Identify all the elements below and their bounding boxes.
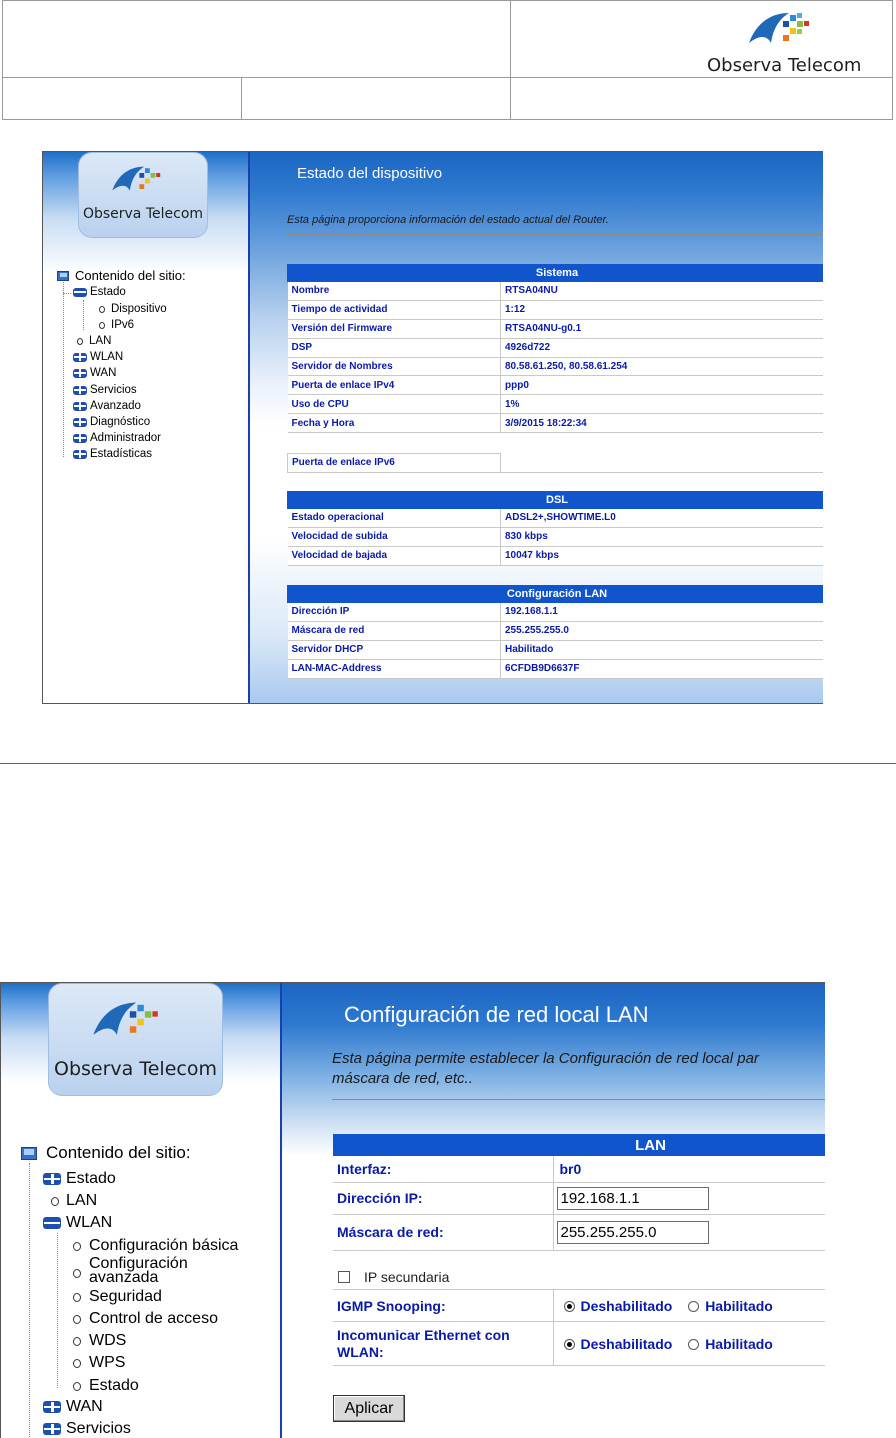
logo-text: Observa Telecom bbox=[82, 206, 204, 222]
isolate-label bbox=[333, 1322, 553, 1366]
row-value: RTSA04NU-g0.1 bbox=[501, 319, 824, 338]
tree-item-label: Administrador bbox=[90, 432, 161, 444]
expand-icon bbox=[43, 1401, 61, 1413]
row-value: 3/9/2015 18:22:34 bbox=[501, 414, 824, 433]
page-icon bbox=[73, 1382, 81, 1391]
page-title: Configuración de red local LAN bbox=[344, 1002, 649, 1027]
table-row bbox=[288, 357, 824, 376]
logo-text: Observa Telecom bbox=[54, 1058, 217, 1080]
tree-item-label: WPS bbox=[89, 1354, 126, 1371]
tree-item-wds[interactable] bbox=[59, 1332, 126, 1350]
row-value: 80.58.61.250, 80.58.61.254 bbox=[501, 357, 824, 376]
interfaz-value: br0 bbox=[553, 1156, 825, 1182]
tree-item-wan[interactable] bbox=[65, 367, 116, 379]
tree-item-wan[interactable] bbox=[31, 1398, 103, 1416]
table-header-text: LAN bbox=[635, 1136, 666, 1154]
table-row bbox=[288, 338, 824, 357]
main-content bbox=[282, 983, 825, 1438]
brand-name: Observa Telecom bbox=[707, 55, 862, 76]
interfaz-label: Interfaz: bbox=[333, 1156, 553, 1182]
tree-item-estado-wlan[interactable] bbox=[59, 1377, 139, 1395]
page-icon bbox=[99, 306, 105, 313]
apply-button[interactable]: Aplicar bbox=[333, 1395, 405, 1422]
sidebar-title bbox=[21, 1143, 191, 1163]
table-dsl bbox=[287, 491, 823, 566]
igmp-enabled-radio[interactable] bbox=[688, 1301, 699, 1312]
tree-guide bbox=[63, 282, 64, 457]
table-row bbox=[288, 376, 824, 395]
header-cell-bottom-3 bbox=[510, 77, 893, 120]
sidebar-title bbox=[57, 268, 186, 283]
page-icon bbox=[51, 1197, 59, 1206]
main-content bbox=[250, 152, 823, 703]
tree-item-lan[interactable] bbox=[31, 1192, 97, 1210]
table-row bbox=[288, 319, 824, 338]
expand-icon bbox=[73, 450, 87, 459]
table-row bbox=[288, 414, 824, 433]
page-title: Estado del dispositivo bbox=[297, 165, 443, 182]
isolate-enabled-radio[interactable] bbox=[688, 1339, 699, 1350]
tree-item-wlan[interactable] bbox=[65, 351, 123, 363]
row-value: 1% bbox=[501, 395, 824, 414]
secondary-ip-row bbox=[338, 1269, 449, 1285]
tree-item-dispositivo[interactable] bbox=[85, 303, 167, 315]
expand-icon bbox=[73, 386, 87, 395]
form-row-igmp bbox=[333, 1290, 825, 1322]
description-line: Esta página permite establecer la Configuración de red local par bbox=[332, 1050, 759, 1067]
tree-item-config-avanzada[interactable] bbox=[59, 1257, 188, 1285]
options-table bbox=[333, 1289, 825, 1366]
expand-icon bbox=[73, 369, 87, 378]
tree-item-label: LAN bbox=[66, 1192, 98, 1209]
page-icon bbox=[73, 1359, 81, 1368]
observa-logo-icon bbox=[745, 9, 825, 53]
tree-item-label: LAN bbox=[89, 335, 112, 347]
tree-item-label: Avanzado bbox=[90, 400, 141, 412]
tree-item-label: Seguridad bbox=[89, 1288, 162, 1305]
table-header: DSL bbox=[288, 492, 824, 509]
table-row bbox=[288, 509, 824, 528]
tree-item-label: Control de acceso bbox=[89, 1310, 218, 1327]
row-label: Puerta de enlace IPv6 bbox=[288, 454, 501, 473]
row-value: RTSA04NU bbox=[501, 282, 824, 301]
page-icon bbox=[73, 1337, 81, 1346]
secondary-ip-checkbox[interactable] bbox=[338, 1271, 350, 1283]
expand-icon bbox=[43, 1423, 61, 1435]
sidebar-logo[interactable] bbox=[78, 152, 208, 238]
isolate-label-line: WLAN: bbox=[337, 1343, 384, 1360]
isolate-disabled-radio[interactable] bbox=[564, 1339, 575, 1350]
tree-item-servicios[interactable] bbox=[31, 1420, 131, 1438]
row-label: Fecha y Hora bbox=[288, 414, 501, 433]
row-value: 10047 kbps bbox=[501, 546, 824, 565]
row-value: ppp0 bbox=[501, 376, 824, 395]
table-row bbox=[288, 603, 824, 622]
divider bbox=[286, 234, 823, 235]
igmp-label: IGMP Snooping: bbox=[333, 1290, 553, 1322]
tree-item-lan[interactable] bbox=[65, 335, 111, 347]
row-label: Velocidad de bajada bbox=[288, 546, 501, 565]
section-separator bbox=[0, 763, 896, 764]
page-description: Esta página proporciona información del estado actual del Router. bbox=[287, 214, 609, 226]
isolate-options bbox=[553, 1322, 825, 1366]
tree-item-seguridad[interactable] bbox=[59, 1288, 162, 1306]
form-row-ip bbox=[333, 1182, 825, 1214]
sidebar bbox=[1, 983, 281, 1438]
sidebar bbox=[43, 152, 249, 703]
row-value: 192.168.1.1 bbox=[501, 603, 824, 622]
table-ipv6-gateway bbox=[287, 453, 823, 473]
page-icon bbox=[73, 1242, 81, 1251]
header-cell-bottom-2 bbox=[241, 77, 511, 120]
expand-icon bbox=[73, 402, 87, 411]
form-row-interfaz bbox=[333, 1156, 825, 1182]
subnet-mask-input[interactable] bbox=[557, 1221, 709, 1244]
tree-item-label: WDS bbox=[89, 1332, 127, 1349]
table-row bbox=[288, 621, 824, 640]
table-row bbox=[288, 659, 824, 678]
table-row bbox=[288, 546, 824, 565]
row-label: Versión del Firmware bbox=[288, 319, 501, 338]
table-lan-config bbox=[287, 585, 823, 679]
row-value: 4926d722 bbox=[501, 338, 824, 357]
row-label: Dirección IP bbox=[288, 603, 501, 622]
tree-item-label: IPv6 bbox=[111, 319, 135, 331]
row-label: Uso de CPU bbox=[288, 395, 501, 414]
collapse-icon bbox=[43, 1217, 61, 1229]
ip-label: Dirección IP: bbox=[333, 1182, 553, 1214]
row-value: 1:12 bbox=[501, 300, 824, 319]
form-row-mask bbox=[333, 1214, 825, 1250]
tree-item-label: Diagnóstico bbox=[90, 416, 151, 428]
tree-item-label: Configuración bbox=[89, 1255, 188, 1272]
isolate-label-line: Incomunicar Ethernet con bbox=[337, 1326, 510, 1343]
igmp-disabled-label[interactable]: Deshabilitado bbox=[580, 1297, 673, 1314]
row-label: Nombre bbox=[288, 282, 501, 301]
observa-logo-icon bbox=[109, 163, 173, 199]
row-label: Tiempo de actividad bbox=[288, 300, 501, 319]
tree-item-ipv6[interactable] bbox=[85, 319, 134, 331]
table-header bbox=[333, 1134, 825, 1156]
mask-cell bbox=[553, 1214, 825, 1250]
isolate-enabled-label[interactable]: Habilitado bbox=[705, 1335, 773, 1352]
table-row bbox=[288, 282, 824, 301]
expand-icon bbox=[73, 418, 87, 427]
tree-guide bbox=[29, 1163, 30, 1438]
header-cell-top-left bbox=[2, 0, 511, 78]
tree-item-wps[interactable] bbox=[59, 1354, 125, 1372]
row-label: Velocidad de subida bbox=[288, 527, 501, 546]
table-row bbox=[288, 300, 824, 319]
observa-logo-icon bbox=[89, 998, 175, 1046]
table-row bbox=[288, 640, 824, 659]
row-value: 6CFDB9D6637F bbox=[501, 659, 824, 678]
tree-item-estado[interactable] bbox=[31, 1170, 116, 1188]
tree-item-label: avanzada bbox=[89, 1269, 159, 1286]
row-label: LAN-MAC-Address bbox=[288, 659, 501, 678]
row-label: Puerta de enlace IPv4 bbox=[288, 376, 501, 395]
row-value: 830 kbps bbox=[501, 527, 824, 546]
page-icon bbox=[73, 1293, 81, 1302]
lan-form-table bbox=[333, 1134, 825, 1251]
sidebar-title-text: Contenido del sitio: bbox=[46, 1143, 191, 1162]
row-label: Servidor DHCP bbox=[288, 640, 501, 659]
tree-item-label: WLAN bbox=[90, 351, 124, 363]
page-icon bbox=[77, 338, 83, 345]
header-cell-logo bbox=[510, 0, 893, 78]
tree-item-label: WAN bbox=[90, 367, 117, 379]
tree-item-label: Servicios bbox=[90, 384, 137, 396]
description-line: máscara de red, etc.. bbox=[332, 1070, 473, 1087]
row-label: Servidor de Nombres bbox=[288, 357, 501, 376]
expand-icon bbox=[43, 1173, 61, 1185]
row-label: Estado operacional bbox=[288, 509, 501, 528]
table-header: Sistema bbox=[288, 265, 824, 282]
igmp-enabled-label[interactable]: Habilitado bbox=[705, 1297, 773, 1314]
mask-label: Máscara de red: bbox=[333, 1214, 553, 1250]
row-label: DSP bbox=[288, 338, 501, 357]
expand-icon bbox=[73, 434, 87, 443]
brand-logo bbox=[707, 9, 896, 75]
table-row bbox=[288, 454, 824, 473]
document-header-table bbox=[2, 0, 893, 120]
row-label: Máscara de red bbox=[288, 621, 501, 640]
divider bbox=[332, 1099, 825, 1100]
tree-item-wlan[interactable] bbox=[31, 1214, 112, 1232]
table-row bbox=[288, 527, 824, 546]
ip-cell bbox=[553, 1182, 825, 1214]
sidebar-title-text: Contenido del sitio: bbox=[75, 268, 186, 283]
monitor-icon bbox=[21, 1147, 37, 1160]
tree-item-label: WAN bbox=[66, 1398, 103, 1415]
tree-guide bbox=[83, 300, 84, 330]
collapse-icon bbox=[73, 288, 87, 297]
tree-item-label: Estado bbox=[66, 1170, 116, 1187]
tree-item-servicios[interactable] bbox=[65, 384, 137, 396]
tree-item-administrador[interactable] bbox=[65, 432, 161, 444]
page-icon bbox=[73, 1315, 81, 1324]
tree-item-config-basica[interactable] bbox=[59, 1237, 238, 1255]
sidebar-logo[interactable] bbox=[48, 983, 223, 1096]
tree-guide bbox=[57, 1233, 58, 1388]
screenshot-lan-config bbox=[0, 982, 825, 1438]
tree-item-label: Dispositivo bbox=[111, 303, 167, 315]
igmp-disabled-radio[interactable] bbox=[564, 1301, 575, 1312]
tree-item-avanzado[interactable] bbox=[65, 400, 141, 412]
page-icon bbox=[99, 322, 105, 329]
header-cell-bottom-1 bbox=[2, 77, 242, 120]
tree-item-diagnostico[interactable] bbox=[65, 416, 150, 428]
tree-item-estadisticas[interactable] bbox=[65, 448, 152, 460]
tree-item-label: Estado bbox=[90, 286, 126, 298]
tree-item-label: Servicios bbox=[66, 1420, 131, 1437]
page-icon bbox=[73, 1269, 81, 1278]
igmp-options bbox=[553, 1290, 825, 1322]
table-header: Configuración LAN bbox=[288, 586, 824, 603]
isolate-disabled-label[interactable]: Deshabilitado bbox=[580, 1335, 673, 1352]
ip-address-input[interactable] bbox=[557, 1187, 709, 1210]
tree-item-estado[interactable] bbox=[65, 286, 126, 298]
tree-item-label: Configuración básica bbox=[89, 1237, 239, 1254]
table-row bbox=[288, 395, 824, 414]
tree-item-label-group bbox=[89, 1257, 188, 1285]
row-value: 255.255.255.0 bbox=[501, 621, 824, 640]
tree-item-label: Estadísticas bbox=[90, 448, 152, 460]
row-value bbox=[501, 454, 824, 473]
row-value: ADSL2+,SHOWTIME.L0 bbox=[501, 509, 824, 528]
row-value: Habilitado bbox=[501, 640, 824, 659]
expand-icon bbox=[73, 353, 87, 362]
secondary-ip-label: IP secundaria bbox=[364, 1269, 450, 1285]
tree-item-control-acceso[interactable] bbox=[59, 1310, 218, 1328]
table-sistema bbox=[287, 264, 823, 433]
page-description bbox=[332, 1049, 759, 1089]
form-row-isolate bbox=[333, 1322, 825, 1366]
monitor-icon bbox=[57, 271, 69, 281]
tree-item-label: Estado bbox=[89, 1377, 139, 1394]
tree-item-label: WLAN bbox=[66, 1214, 113, 1231]
screenshot-device-status bbox=[42, 151, 823, 704]
